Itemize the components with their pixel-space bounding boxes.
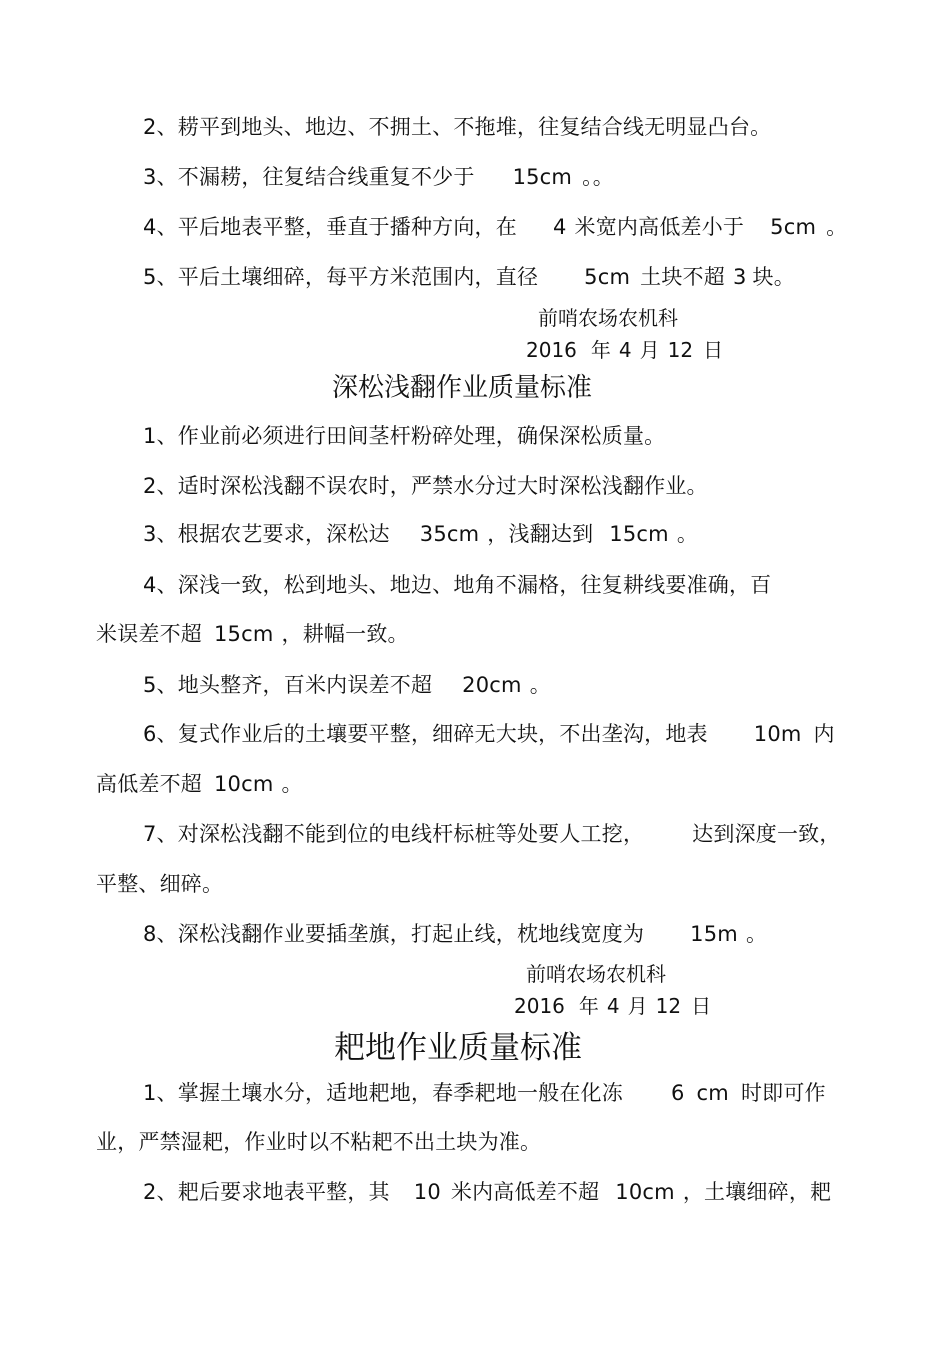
text: 高低差不超 <box>96 772 202 796</box>
text: ，土壤细碎，耙 <box>682 1180 832 1204</box>
text: 内 <box>813 722 835 746</box>
text: 。 <box>281 772 303 796</box>
date-text: 月 <box>627 994 648 1018</box>
value: 3 <box>732 265 747 289</box>
date-year: 2016 <box>514 994 565 1018</box>
text: 3、不漏耢，往复结合线重复不少于 <box>143 165 475 189</box>
section-title: 深松浅翻作业质量标准 <box>332 373 593 403</box>
date-text: 日 <box>691 994 712 1018</box>
paragraph-item <box>143 673 551 697</box>
value: 35cm <box>419 522 480 546</box>
value: 15m <box>690 922 738 946</box>
paragraph-item <box>143 822 841 846</box>
signature-date <box>526 338 723 362</box>
text: 5、地头整齐，百米内误差不超 <box>143 673 433 697</box>
value: 10m <box>753 722 802 746</box>
unit: cm <box>696 1081 729 1105</box>
text: 7、对深松浅翻不能到位的电线杆标桩等处要人工挖， <box>143 822 645 846</box>
date-month: 4 <box>618 338 632 362</box>
text: ，浅翻达到 <box>487 522 594 546</box>
value: 10 <box>413 1180 441 1204</box>
date-month: 4 <box>606 994 620 1018</box>
text: 4、深浅一致，松到地头、地边、地角不漏格，往复耕线要准确，百 <box>143 573 772 597</box>
paragraph-item <box>143 1180 831 1204</box>
paragraph-item <box>143 722 835 746</box>
text: 1、作业前必须进行田间茎杆粉碎处理，确保深松质量。 <box>143 424 666 448</box>
value: 15cm <box>512 165 573 189</box>
signature-date <box>514 994 711 1018</box>
text: 2、适时深松浅翻不误农时，严禁水分过大时深松浅翻作业。 <box>143 474 708 498</box>
paragraph-item-continuation <box>96 1130 541 1154</box>
text: 土块不超 <box>640 265 725 289</box>
text: 6、复式作业后的土壤要平整，细碎无大块，不出垄沟，地表 <box>143 722 708 746</box>
value: 4 <box>552 215 567 239</box>
value: 5cm <box>770 215 817 239</box>
text: 。 <box>826 215 848 239</box>
paragraph-item <box>143 215 847 239</box>
paragraph-item <box>143 522 698 546</box>
text: 3、根据农艺要求，深松达 <box>143 522 390 546</box>
text: 。 <box>529 673 551 697</box>
text: 。 <box>676 522 699 546</box>
date-text: 月 <box>639 338 660 362</box>
value: 20cm <box>462 673 522 697</box>
text: 块。 <box>752 265 795 289</box>
date-text: 日 <box>703 338 724 362</box>
paragraph-item-continuation <box>96 872 223 896</box>
paragraph-item <box>143 474 708 498</box>
text: 平整、细碎。 <box>96 872 224 896</box>
date-text: 年 <box>578 994 599 1018</box>
text: ，耕幅一致。 <box>281 622 409 646</box>
value: 10cm <box>214 772 274 796</box>
text: 米内高低差不超 <box>450 1180 600 1204</box>
value: 15cm <box>214 622 274 646</box>
date-year: 2016 <box>526 338 577 362</box>
text: 达到深度一致， <box>692 822 841 846</box>
signature-org: 前哨农场农机科 <box>526 962 666 986</box>
text: 业，严禁湿耙，作业时以不粘耙不出土块为准。 <box>96 1130 542 1154</box>
paragraph-item <box>143 115 771 139</box>
text: 1、掌握土壤水分，适地耙地，春季耙地一般在化冻 <box>143 1081 623 1105</box>
paragraph-item <box>143 573 771 597</box>
signature-org: 前哨农场农机科 <box>538 306 678 330</box>
text: 。 <box>745 922 768 946</box>
paragraph-item <box>143 265 795 289</box>
text: 米宽内高低差小于 <box>574 215 745 239</box>
paragraph-item-continuation <box>96 772 303 796</box>
text: 5、平后土壤细碎，每平方米范围内，直径 <box>143 265 539 289</box>
paragraph-item <box>143 165 614 189</box>
date-text: 年 <box>590 338 611 362</box>
text: 。。 <box>582 165 614 189</box>
text: 4、平后地表平整，垂直于播种方向，在 <box>143 215 517 239</box>
text: 米误差不超 <box>96 622 202 646</box>
value: 15cm <box>609 522 669 546</box>
value: 10cm <box>615 1180 675 1204</box>
paragraph-item <box>143 424 665 448</box>
text: 2、耙后要求地表平整，其 <box>143 1180 390 1204</box>
text: 8、深松浅翻作业要插垄旗，打起止线，枕地线宽度为 <box>143 922 645 946</box>
value: 6 <box>670 1081 685 1105</box>
value: 5cm <box>584 265 631 289</box>
text: 2、耢平到地头、地边、不拥土、不拖堆，往复结合线无明显凸台。 <box>143 115 772 139</box>
date-day: 12 <box>655 994 682 1018</box>
date-day: 12 <box>667 338 694 362</box>
paragraph-item <box>143 922 767 946</box>
text: 时即可作 <box>740 1081 826 1105</box>
section-title: 耙地作业质量标准 <box>334 1030 582 1066</box>
paragraph-item <box>143 1081 826 1105</box>
paragraph-item-continuation <box>96 622 409 646</box>
